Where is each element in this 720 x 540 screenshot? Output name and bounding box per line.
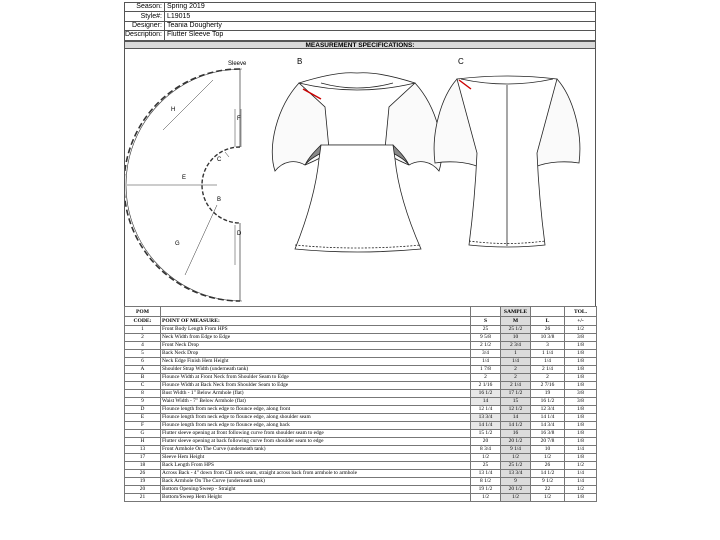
size-s-cell: 13 1/4	[471, 470, 501, 478]
table-row	[125, 414, 597, 422]
pom-code-cell: 20	[125, 486, 161, 494]
point-of-measure-cell: Flounce Width at Back Neck from Shoulder Seam to Edge	[161, 382, 471, 390]
size-s-cell: 25	[471, 462, 501, 470]
sleeve-pattern-diagram	[125, 69, 242, 301]
point-of-measure-cell: Front Neck Drop	[161, 342, 471, 350]
size-m-cell: 1	[501, 350, 531, 358]
size-l-cell: 16 3/8	[531, 430, 565, 438]
size-l-cell: 1/4	[531, 358, 565, 366]
info-row-designer	[125, 21, 596, 30]
size-m-cell: 9 1/4	[501, 446, 531, 454]
size-l-cell: 22	[531, 486, 565, 494]
tolerance-cell: 1/8	[565, 438, 597, 446]
table-row	[125, 478, 597, 486]
size-m-cell: 16	[501, 430, 531, 438]
size-s-cell: 1/2	[471, 454, 501, 462]
designer-label: Designer:	[125, 21, 165, 30]
point-f-label: F	[237, 116, 241, 122]
tolerance-cell: 3/8	[565, 398, 597, 406]
point-of-measure-cell: Flounce length from neck edge to flounce edge, along front	[161, 406, 471, 414]
tol-header: TOL.	[565, 307, 597, 317]
pom-code-cell: 9	[125, 398, 161, 406]
front-view-sketch	[272, 73, 441, 252]
sleeve-label: Sleeve	[228, 61, 247, 67]
size-m-cell: 17 1/2	[501, 390, 531, 398]
back-point-c-label: C	[458, 57, 464, 66]
tolerance-cell: 3/8	[565, 390, 597, 398]
size-m-cell: 12 1/2	[501, 406, 531, 414]
front-point-b-label: B	[297, 57, 303, 66]
description-value: Flutter Sleeve Top	[164, 31, 595, 40]
size-l-cell: 16 1/2	[531, 398, 565, 406]
point-of-measure-cell: Waist Width - 7" Below Armhole (flat)	[161, 398, 471, 406]
point-c-label: C	[217, 157, 222, 163]
size-m-cell: 25 1/2	[501, 326, 531, 334]
table-row	[125, 398, 597, 406]
tolerance-cell: 1/8	[565, 414, 597, 422]
pom-code-cell: C	[125, 382, 161, 390]
spec-table-body	[125, 326, 597, 502]
size-m-cell: 20 1/2	[501, 486, 531, 494]
pom-code-cell: 8	[125, 390, 161, 398]
pom-header: POM	[125, 307, 161, 317]
pom-code-cell: 21	[125, 494, 161, 502]
point-of-measure-cell: Neck Width from Edge to Edge	[161, 334, 471, 342]
table-row	[125, 438, 597, 446]
point-of-measure-cell: Flutter sleeve opening at back following curve from shoulder seam to edge	[161, 438, 471, 446]
table-row	[125, 342, 597, 350]
size-s-cell: 1/2	[471, 494, 501, 502]
size-m-cell: 2	[501, 366, 531, 374]
spec-header-row-2	[125, 317, 597, 326]
point-of-measure-cell: Across Back - 4" down from CB neck seam, straight across back from armhole to armhole	[161, 470, 471, 478]
technical-sketch	[125, 49, 595, 306]
point-of-measure-cell: Neck Edge Finish Hem Height	[161, 358, 471, 366]
pom-code-cell: E	[125, 414, 161, 422]
size-m-cell: 14 1/2	[501, 422, 531, 430]
size-l-cell: 20 7/8	[531, 438, 565, 446]
size-l-cell: 2	[531, 374, 565, 382]
tolerance-cell: 1/8	[565, 494, 597, 502]
pom-code-cell: B	[125, 374, 161, 382]
style-label: Style#:	[125, 12, 165, 21]
size-l-cell: 14 1/4	[531, 414, 565, 422]
s-header-spacer	[471, 307, 501, 317]
size-m-cell: 15	[501, 398, 531, 406]
size-m-cell: 2 3/4	[501, 342, 531, 350]
size-l-cell: 26	[531, 462, 565, 470]
size-m-cell: 14	[501, 414, 531, 422]
size-s-cell: 16 1/2	[471, 390, 501, 398]
description-label: Description:	[125, 31, 165, 40]
size-s-cell: 19 1/2	[471, 486, 501, 494]
tolerance-cell: 1/8	[565, 422, 597, 430]
table-row	[125, 326, 597, 334]
pom-code-cell: G	[125, 430, 161, 438]
point-of-measure-cell: Front Armhole On The Curve (underneath tank)	[161, 446, 471, 454]
table-row	[125, 422, 597, 430]
size-l-cell: 10	[531, 446, 565, 454]
size-l-cell: 3	[531, 342, 565, 350]
designer-value: Teania Dougherty	[164, 21, 595, 30]
point-of-measure-cell: Flutter sleeve opening at front following curve from shoulder seam to edge	[161, 430, 471, 438]
size-l-cell: 1 1/4	[531, 350, 565, 358]
pom-code-cell: 13	[125, 446, 161, 454]
size-l-cell: 1/2	[531, 454, 565, 462]
tolerance-cell: 1/8	[565, 406, 597, 414]
sample-header: SAMPLE	[501, 307, 531, 317]
pom-code-cell: 19	[125, 478, 161, 486]
pom-code-cell: 17	[125, 454, 161, 462]
size-l-cell: 14 3/4	[531, 422, 565, 430]
size-s-header: S	[471, 317, 501, 326]
season-value: Spring 2019	[164, 3, 595, 12]
size-s-cell: 14	[471, 398, 501, 406]
point-of-measure-cell: Front Body Length From HPS	[161, 326, 471, 334]
l-header-spacer	[531, 307, 565, 317]
point-of-measure-cell: Back Neck Drop	[161, 350, 471, 358]
point-of-measure-cell: Bottom/Sweep Hem Height	[161, 494, 471, 502]
pom-code-cell: H	[125, 438, 161, 446]
size-m-cell: 1/2	[501, 454, 531, 462]
size-s-cell: 8 3/4	[471, 446, 501, 454]
size-l-cell: 14 1/2	[531, 470, 565, 478]
size-m-cell: 10	[501, 334, 531, 342]
size-s-cell: 2 1/2	[471, 342, 501, 350]
point-of-measure-cell: Flounce length from neck edge to flounce edge, along shoulder seam	[161, 414, 471, 422]
point-e-label: E	[182, 175, 187, 181]
point-header-spacer	[161, 307, 471, 317]
table-row	[125, 494, 597, 502]
size-m-cell: 2 1/4	[501, 382, 531, 390]
info-row-description	[125, 31, 596, 40]
point-of-measure-cell: Back Length From HPS	[161, 462, 471, 470]
pom-code-cell: 2	[125, 334, 161, 342]
size-m-cell: 13 3/4	[501, 470, 531, 478]
measurement-spec-table	[124, 306, 597, 502]
tolerance-cell: 1/2	[565, 326, 597, 334]
size-s-cell: 12 1/4	[471, 406, 501, 414]
point-of-measure-cell: Bottom Opening/Sweep - Straight	[161, 486, 471, 494]
point-g-label: G	[175, 241, 180, 247]
pom-code-cell: 1	[125, 326, 161, 334]
point-of-measure-cell: Shoulder Strap Width (underneath tank)	[161, 366, 471, 374]
point-of-measure-cell: Bust Width - 1" Below Armhole (flat)	[161, 390, 471, 398]
tolerance-cell: 1/8	[565, 454, 597, 462]
back-view-sketch	[434, 76, 580, 247]
tolerance-cell: 1/8	[565, 374, 597, 382]
size-m-cell: 2	[501, 374, 531, 382]
tolerance-cell: 1/4	[565, 446, 597, 454]
size-s-cell: 3/4	[471, 350, 501, 358]
pom-code-cell: 18	[125, 462, 161, 470]
size-l-cell: 9 1/2	[531, 478, 565, 486]
tolerance-sign-header: +/-	[565, 317, 597, 326]
pom-code-cell: 4	[125, 342, 161, 350]
size-s-cell: 2 1/16	[471, 382, 501, 390]
tolerance-cell: 1/4	[565, 478, 597, 486]
table-row	[125, 382, 597, 390]
size-m-cell: 20 1/2	[501, 438, 531, 446]
season-label: Season:	[125, 3, 165, 12]
pom-code-cell: A	[125, 366, 161, 374]
size-l-cell: 12 3/4	[531, 406, 565, 414]
size-s-cell: 2	[471, 374, 501, 382]
table-row	[125, 446, 597, 454]
info-row-season	[125, 3, 596, 12]
table-row	[125, 462, 597, 470]
size-s-cell: 14 1/4	[471, 422, 501, 430]
size-s-cell: 20	[471, 438, 501, 446]
point-of-measure-cell: Back Armhole On The Curve (underneath tank)	[161, 478, 471, 486]
point-b-label: B	[217, 197, 222, 203]
tolerance-cell: 1/8	[565, 358, 597, 366]
size-m-cell: 9	[501, 478, 531, 486]
style-value: L19015	[164, 12, 595, 21]
size-s-cell: 15 1/2	[471, 430, 501, 438]
size-l-header: L	[531, 317, 565, 326]
style-info-table	[124, 2, 596, 41]
table-row	[125, 350, 597, 358]
size-s-cell: 1 7/8	[471, 366, 501, 374]
size-s-cell: 8 1/2	[471, 478, 501, 486]
point-d-label: D	[237, 231, 242, 237]
point-of-measure-header: POINT OF MEASURE:	[161, 317, 471, 326]
size-l-cell: 1/2	[531, 494, 565, 502]
size-m-cell: 25 1/2	[501, 462, 531, 470]
technical-sketch-area	[124, 49, 596, 306]
size-l-cell: 10 3/8	[531, 334, 565, 342]
size-m-header: M	[501, 317, 531, 326]
table-row	[125, 366, 597, 374]
table-row	[125, 486, 597, 494]
size-s-cell: 9 5/8	[471, 334, 501, 342]
size-l-cell: 2 1/4	[531, 366, 565, 374]
tolerance-cell: 3/8	[565, 334, 597, 342]
tolerance-cell: 1/2	[565, 486, 597, 494]
tolerance-cell: 1/8	[565, 430, 597, 438]
pom-code-cell: 6	[125, 358, 161, 366]
pom-code-cell: F	[125, 422, 161, 430]
size-l-cell: 19	[531, 390, 565, 398]
table-row	[125, 374, 597, 382]
point-of-measure-cell: Flounce length from neck edge to flounce edge, along back	[161, 422, 471, 430]
size-s-cell: 1/4	[471, 358, 501, 366]
spec-header-row-1	[125, 307, 597, 317]
pom-code-cell: 5	[125, 350, 161, 358]
section-title: MEASUREMENT SPECIFICATIONS:	[124, 41, 596, 49]
code-header: CODE:	[125, 317, 161, 326]
tolerance-cell: 1/4	[565, 470, 597, 478]
size-s-cell: 25	[471, 326, 501, 334]
pom-code-cell: 26	[125, 470, 161, 478]
table-row	[125, 358, 597, 366]
tolerance-cell: 1/8	[565, 350, 597, 358]
table-row	[125, 454, 597, 462]
tolerance-cell: 1/8	[565, 382, 597, 390]
tolerance-cell: 1/8	[565, 366, 597, 374]
point-h-label: H	[171, 107, 176, 113]
size-s-cell: 13 3/4	[471, 414, 501, 422]
size-l-cell: 2 7/16	[531, 382, 565, 390]
point-of-measure-cell: Flounce Width at Front Neck from Shoulder Seam to Edge	[161, 374, 471, 382]
info-row-style	[125, 12, 596, 21]
table-row	[125, 430, 597, 438]
pom-code-cell: D	[125, 406, 161, 414]
table-row	[125, 406, 597, 414]
tolerance-cell: 1/8	[565, 342, 597, 350]
table-row	[125, 470, 597, 478]
size-m-cell: 1/2	[501, 494, 531, 502]
tolerance-cell: 1/2	[565, 462, 597, 470]
point-of-measure-cell: Sleeve Hem Height	[161, 454, 471, 462]
size-m-cell: 1/4	[501, 358, 531, 366]
table-row	[125, 334, 597, 342]
size-l-cell: 26	[531, 326, 565, 334]
table-row	[125, 390, 597, 398]
